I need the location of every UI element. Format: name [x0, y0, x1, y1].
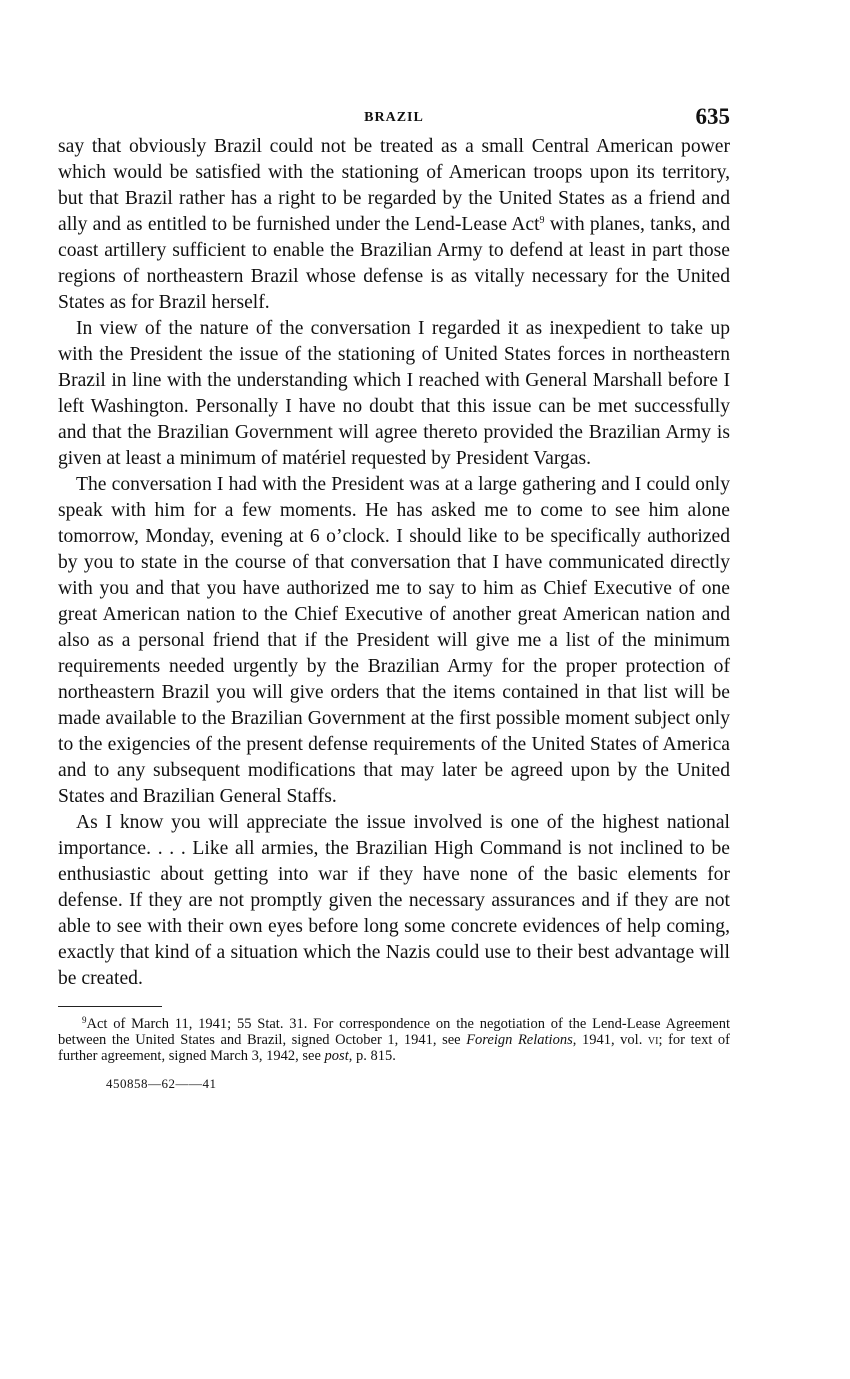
footnote-divider — [58, 1006, 162, 1007]
page-number: 635 — [695, 104, 730, 129]
footnote — [58, 1016, 730, 1064]
footnote-mark: 9 — [82, 1015, 87, 1025]
paragraph-1-text: say that obviously Brazil could not be treated as a small Central American power which would be satisfied with the stationing of American troops upon its territory, but that Brazil rather has a right to be regarded by the United States as a friend and ally and as entitled to be furnished under the Lend-Lease Act — [58, 136, 730, 235]
running-head — [58, 104, 730, 134]
footnote-citation-post: post — [324, 1048, 349, 1064]
footnote-text: , p. 815. — [348, 1048, 396, 1064]
footnote-text: Act of March 11, 1941; 55 Stat. 31. For correspondence on the negotiation of the Lend-Lease Agreement between the United States and Brazil, signed October 1, 1941, see — [58, 1016, 730, 1048]
body-paragraph-4: As I know you will appreciate the issue involved is one of the highest national importance. . . . Like all armies, the Brazilian High Command is not inclined to be enthusiastic about getting into war if they have none of the basic elements for defense. If they are not promptly given the necessary assurances and if they are not able to see with their own eyes before long some concrete evidences of help coming, exactly that kind of a situation which the Nazis could use to their best advantage will be created. — [58, 812, 730, 989]
footnote-reference: 9 — [539, 215, 545, 226]
body-paragraph-3: The conversation I had with the President was at a large gathering and I could only speak with him for a few moments. He has asked me to come to see him alone tomorrow, Monday, evening at 6 o’clock. I should like to be specifically authorized by you to state in the course of that conversation that I have communicated directly with you and that you have authorized me to say to him as Chief Executive of one great American nation to the Chief Executive of another great American nation and also as a personal friend that if the President will give me a list of the minimum requirements needed urgently by the Brazilian Army for the proper protection of northeastern Brazil you will give orders that the items contained in that list will be made available to the Brazilian Government at the first possible moment subject only to the exigencies of the present defense requirements of the United States of America and to any subsequent modifications that may later be agreed upon by the United States and Brazilian General Staffs. — [58, 474, 730, 807]
footnote-citation-title: Foreign Relations — [466, 1032, 573, 1048]
document-page — [58, 104, 730, 1092]
running-head-title: BRAZIL — [364, 110, 424, 125]
footnote-text: ; for text of further agreement, signed March 3, 1942, see — [58, 1032, 731, 1064]
footnote-text: , 1941, vol. — [572, 1032, 648, 1048]
print-code: 450858—62——41 — [106, 1076, 217, 1091]
paragraph-1-text-continued: with planes, tanks, and coast artillery sufficient to enable the Brazilian Army to defend at least in part those regions of northeastern Brazil whose defense is as vitally necessary for the United States as for Brazil herself. — [58, 214, 730, 313]
footnote-volume: vi — [647, 1032, 659, 1048]
body-paragraph-1 — [58, 134, 730, 316]
body-paragraph-2: In view of the nature of the conversation I regarded it as inexpedient to take up with the President the issue of the stationing of United States forces in northeastern Brazil in line with the understanding which I reached with General Marshall before I left Washington. Personally I have no doubt that this issue can be met successfully and that the Brazilian Government will agree thereto provided the Brazilian Army is given at least a minimum of matériel requested by President Vargas. — [58, 318, 730, 469]
